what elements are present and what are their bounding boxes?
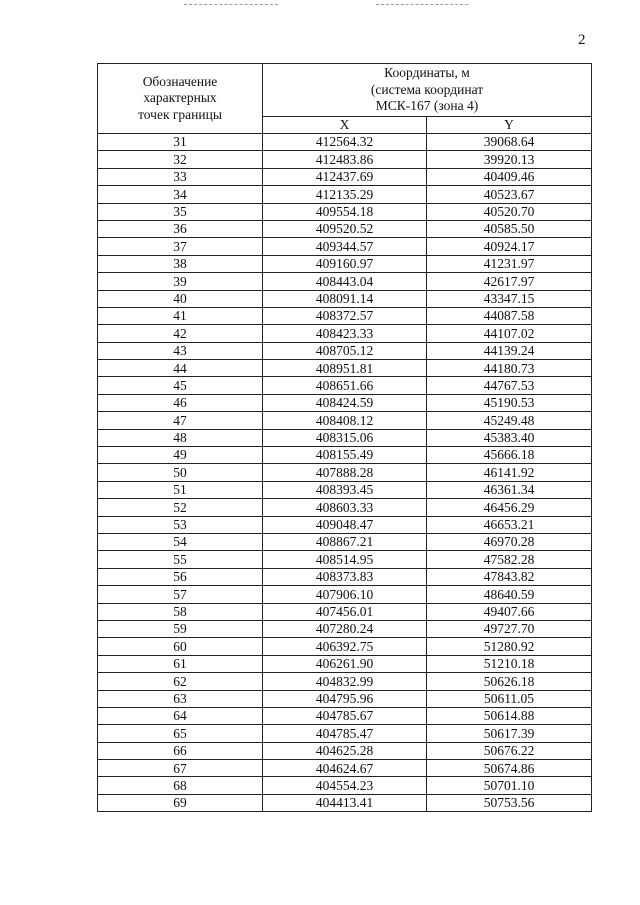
coords-header-line-3: МСК-167 (зона 4): [375, 98, 479, 114]
point-number-cell: 50: [98, 464, 263, 481]
x-coordinate-cell: 409554.18: [263, 203, 427, 220]
x-coordinate-cell: 409520.52: [263, 220, 427, 237]
table-row: [98, 325, 592, 342]
point-header-line-1: Обозначение: [142, 73, 218, 89]
y-coordinate-cell: 44107.02: [427, 325, 592, 342]
point-number-cell: 39: [98, 273, 263, 290]
point-number-cell: 42: [98, 325, 263, 342]
x-coordinate-cell: 408373.83: [263, 568, 427, 585]
x-coordinate-cell: 404832.99: [263, 673, 427, 690]
table-row: [98, 499, 592, 516]
point-number-cell: 31: [98, 134, 263, 151]
table-row: [98, 620, 592, 637]
point-number-cell: 51: [98, 481, 263, 498]
x-coordinate-cell: 406392.75: [263, 638, 427, 655]
x-coordinate-cell: 404413.41: [263, 794, 427, 811]
x-coordinate-cell: 409344.57: [263, 238, 427, 255]
y-coordinate-cell: 40585.50: [427, 220, 592, 237]
point-number-cell: 63: [98, 690, 263, 707]
x-coordinate-cell: 404554.23: [263, 777, 427, 794]
y-coordinate-cell: 40409.46: [427, 168, 592, 185]
table-row: [98, 533, 592, 550]
y-coordinate-cell: 46970.28: [427, 533, 592, 550]
y-coordinate-cell: 50701.10: [427, 777, 592, 794]
scan-artifact-right: [376, 4, 468, 5]
table-row: [98, 429, 592, 446]
table-row: [98, 168, 592, 185]
y-coordinate-cell: 39068.64: [427, 134, 592, 151]
table-row: [98, 707, 592, 724]
table-row: [98, 186, 592, 203]
point-number-cell: 58: [98, 603, 263, 620]
x-coordinate-cell: 408514.95: [263, 551, 427, 568]
boundary-points-table: [97, 63, 592, 812]
x-coordinate-cell: 408155.49: [263, 447, 427, 464]
point-header-line-3: точек границы: [138, 106, 222, 122]
point-number-cell: 45: [98, 377, 263, 394]
point-number-cell: 66: [98, 742, 263, 759]
point-designation-header: [98, 64, 263, 134]
table-row: [98, 273, 592, 290]
x-coordinate-cell: 412437.69: [263, 168, 427, 185]
y-coordinate-cell: 44087.58: [427, 307, 592, 324]
point-number-cell: 69: [98, 794, 263, 811]
x-coordinate-cell: 408315.06: [263, 429, 427, 446]
y-coordinate-cell: 50626.18: [427, 673, 592, 690]
table-row: [98, 655, 592, 672]
x-coordinate-cell: 408443.04: [263, 273, 427, 290]
x-coordinate-cell: 408423.33: [263, 325, 427, 342]
table-row: [98, 690, 592, 707]
y-coordinate-cell: 51210.18: [427, 655, 592, 672]
x-coordinate-cell: 404795.96: [263, 690, 427, 707]
point-number-cell: 49: [98, 447, 263, 464]
x-coordinate-cell: 412135.29: [263, 186, 427, 203]
point-number-cell: 48: [98, 429, 263, 446]
y-coordinate-cell: 49727.70: [427, 620, 592, 637]
y-coordinate-cell: 50676.22: [427, 742, 592, 759]
x-coordinate-cell: 412564.32: [263, 134, 427, 151]
table-row: [98, 307, 592, 324]
x-coordinate-cell: 408091.14: [263, 290, 427, 307]
table-row: [98, 238, 592, 255]
table-row: [98, 516, 592, 533]
table-row: [98, 290, 592, 307]
x-coordinate-cell: 412483.86: [263, 151, 427, 168]
y-coordinate-cell: 44767.53: [427, 377, 592, 394]
table-row: [98, 638, 592, 655]
point-number-cell: 36: [98, 220, 263, 237]
x-coordinate-cell: 407280.24: [263, 620, 427, 637]
table-row: [98, 568, 592, 585]
table-row: [98, 412, 592, 429]
y-coordinate-cell: 42617.97: [427, 273, 592, 290]
y-coordinate-cell: 45190.53: [427, 394, 592, 411]
x-coordinate-cell: 404785.67: [263, 707, 427, 724]
point-number-cell: 43: [98, 342, 263, 359]
point-header-line-2: характерных: [143, 90, 217, 106]
y-coordinate-cell: 46653.21: [427, 516, 592, 533]
page-number: 2: [578, 32, 586, 48]
x-coordinate-cell: 407888.28: [263, 464, 427, 481]
point-number-cell: 53: [98, 516, 263, 533]
point-number-cell: 56: [98, 568, 263, 585]
point-number-cell: 59: [98, 620, 263, 637]
x-column-header: X: [263, 117, 427, 134]
y-coordinate-cell: 44180.73: [427, 360, 592, 377]
point-number-cell: 54: [98, 533, 263, 550]
y-coordinate-cell: 45249.48: [427, 412, 592, 429]
x-coordinate-cell: 404624.67: [263, 760, 427, 777]
point-number-cell: 65: [98, 725, 263, 742]
y-column-header: Y: [427, 117, 592, 134]
y-coordinate-cell: 46456.29: [427, 499, 592, 516]
table-row: [98, 464, 592, 481]
table-row: [98, 394, 592, 411]
x-coordinate-cell: 408951.81: [263, 360, 427, 377]
y-coordinate-cell: 45666.18: [427, 447, 592, 464]
table-row: [98, 586, 592, 603]
point-number-cell: 37: [98, 238, 263, 255]
point-number-cell: 46: [98, 394, 263, 411]
coords-header-line-2: (система координат: [370, 81, 484, 97]
table-row: [98, 603, 592, 620]
point-number-cell: 44: [98, 360, 263, 377]
point-number-cell: 67: [98, 760, 263, 777]
y-coordinate-cell: 46141.92: [427, 464, 592, 481]
table-row: [98, 342, 592, 359]
table-row: [98, 725, 592, 742]
point-number-cell: 55: [98, 551, 263, 568]
table-row: [98, 673, 592, 690]
x-coordinate-cell: 408705.12: [263, 342, 427, 359]
point-number-cell: 47: [98, 412, 263, 429]
x-coordinate-cell: 408603.33: [263, 499, 427, 516]
x-coordinate-cell: 408372.57: [263, 307, 427, 324]
x-coordinate-cell: 404785.47: [263, 725, 427, 742]
coordinates-header: [263, 64, 592, 117]
point-number-cell: 60: [98, 638, 263, 655]
table-row: [98, 203, 592, 220]
y-coordinate-cell: 49407.66: [427, 603, 592, 620]
x-coordinate-cell: 408867.21: [263, 533, 427, 550]
table-row: [98, 777, 592, 794]
scan-artifact-left: [184, 4, 278, 5]
y-coordinate-cell: 47843.82: [427, 568, 592, 585]
table-row: [98, 794, 592, 811]
x-coordinate-cell: 404625.28: [263, 742, 427, 759]
table-row: [98, 220, 592, 237]
point-number-cell: 35: [98, 203, 263, 220]
table-row: [98, 551, 592, 568]
y-coordinate-cell: 39920.13: [427, 151, 592, 168]
y-coordinate-cell: 40523.67: [427, 186, 592, 203]
point-number-cell: 64: [98, 707, 263, 724]
point-number-cell: 32: [98, 151, 263, 168]
point-number-cell: 62: [98, 673, 263, 690]
table-row: [98, 377, 592, 394]
x-coordinate-cell: 409048.47: [263, 516, 427, 533]
point-number-cell: 33: [98, 168, 263, 185]
y-coordinate-cell: 47582.28: [427, 551, 592, 568]
y-coordinate-cell: 41231.97: [427, 255, 592, 272]
y-coordinate-cell: 51280.92: [427, 638, 592, 655]
y-coordinate-cell: 46361.34: [427, 481, 592, 498]
x-coordinate-cell: 408424.59: [263, 394, 427, 411]
table-row: [98, 760, 592, 777]
point-number-cell: 40: [98, 290, 263, 307]
x-coordinate-cell: 407906.10: [263, 586, 427, 603]
point-number-cell: 34: [98, 186, 263, 203]
x-coordinate-cell: 407456.01: [263, 603, 427, 620]
y-coordinate-cell: 40924.17: [427, 238, 592, 255]
x-coordinate-cell: 408393.45: [263, 481, 427, 498]
table-body: [98, 134, 592, 812]
point-number-cell: 38: [98, 255, 263, 272]
point-number-cell: 41: [98, 307, 263, 324]
y-coordinate-cell: 44139.24: [427, 342, 592, 359]
point-number-cell: 61: [98, 655, 263, 672]
y-coordinate-cell: 50611.05: [427, 690, 592, 707]
point-number-cell: 68: [98, 777, 263, 794]
point-number-cell: 52: [98, 499, 263, 516]
y-coordinate-cell: 40520.70: [427, 203, 592, 220]
table-row: [98, 255, 592, 272]
x-coordinate-cell: 409160.97: [263, 255, 427, 272]
y-coordinate-cell: 50753.56: [427, 794, 592, 811]
table-row: [98, 447, 592, 464]
coords-header-line-1: Координаты, м: [384, 65, 470, 81]
x-coordinate-cell: 406261.90: [263, 655, 427, 672]
y-coordinate-cell: 50617.39: [427, 725, 592, 742]
table-row: [98, 151, 592, 168]
y-coordinate-cell: 50614.88: [427, 707, 592, 724]
table-row: [98, 134, 592, 151]
point-number-cell: 57: [98, 586, 263, 603]
x-coordinate-cell: 408408.12: [263, 412, 427, 429]
table-row: [98, 360, 592, 377]
y-coordinate-cell: 43347.15: [427, 290, 592, 307]
y-coordinate-cell: 50674.86: [427, 760, 592, 777]
x-coordinate-cell: 408651.66: [263, 377, 427, 394]
table-row: [98, 481, 592, 498]
y-coordinate-cell: 48640.59: [427, 586, 592, 603]
table-row: [98, 742, 592, 759]
y-coordinate-cell: 45383.40: [427, 429, 592, 446]
